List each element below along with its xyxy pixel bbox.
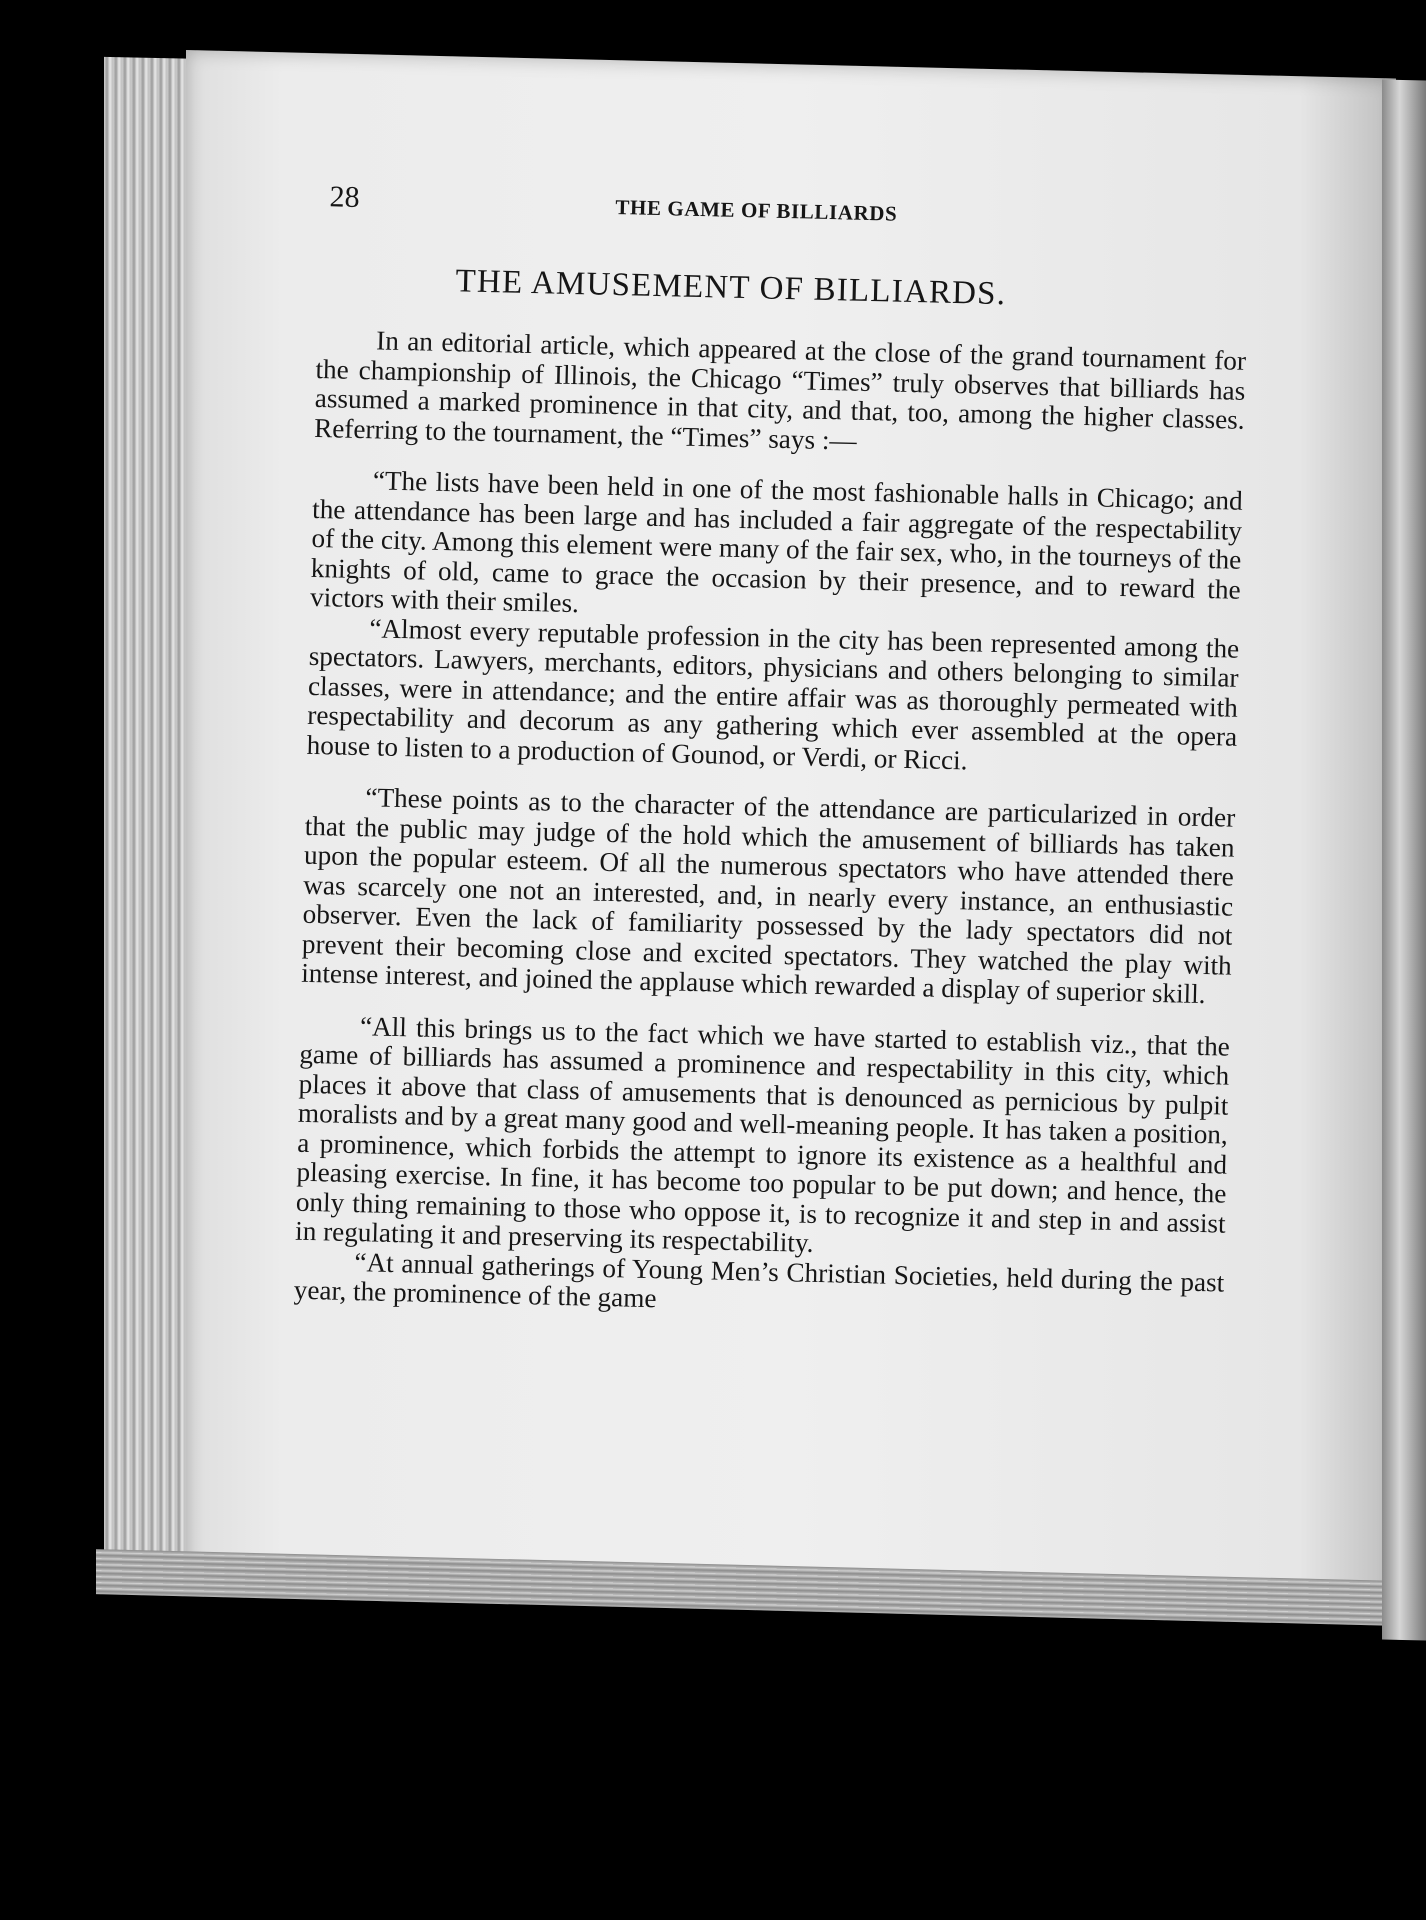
page-content [293,180,1249,1327]
page-edge-right [1382,79,1426,1640]
running-title: THE GAME OF BILLIARDS [615,194,898,226]
paragraph-quote-attendance: “These points as to the character of the attendance are particularized in order that the public may judge of the hold which the amusement of billiards has taken upon the popular esteem. Of all the numerous spectators who have attended there was scarcely one not an interested, and, in nearly every instance, an enthusiastic observer. Even the lack of familiarity possessed by the lady spectators did not prevent their becoming close and excited spectators. They watched the play with intense interest, and joined the applause which rewarded a display of superior skill. [300,782,1236,1010]
paragraph-quote-ymca: “At annual gatherings of Young Men’s Christian Societies, held during the past year, the prominence of the game [293,1246,1225,1314]
paragraph-quote-professions: “Almost every reputable profession in the city has been represented among the spectators. Lawyers, merchants, editors, physicians and others belonging to similar classes, were in attendance; and the entire affair was as thoroughly permeated with respectability and decorum as any gathering which ever assembled at the opera house to listen to a production of Gounod, or Verdi, or Ricci. [306,612,1240,775]
paragraph-intro: In an editorial article, which appeared at the close of the grand tournament for the championship of Illinois, the Chicago “Times” truly observes that billiards has assumed a marked prominence in that city, and that, too, among the higher classes. Referring to the tournament, the “Times” says :— [313,325,1247,456]
article-title: THE AMUSEMENT OF BILLIARDS. [455,263,1007,313]
paragraph-quote-lists: “The lists have been held in one of the most fashionable halls in Chicago; and the attendance has been large and has included a fair aggregate of the respectability of the city. Among this element were many of the fair sex, who, in the tourneys of the knights of old, came to grace the occasion by their presence, and to reward the victors with their smiles. [309,465,1244,619]
page-number: 28 [329,180,360,214]
paragraph-quote-prominence: “All this brings us to the fact which we have started to establish viz., that the game of billiards has assumed a prominence and respectability in this city, which places it above that class of amusements that is denounced as pernicious by pulpit moralists and by a great many good and well-meaning people. It has taken a position, a prominence, which forbids the attempt to ignore its existence as a healthful and pleasing exercise. In fine, it has become too popular to be put down; and hence, the only thing remaining to those who oppose it, is to recognize it and step in and assist in regulating it and preserving its respectability. [294,1010,1231,1258]
